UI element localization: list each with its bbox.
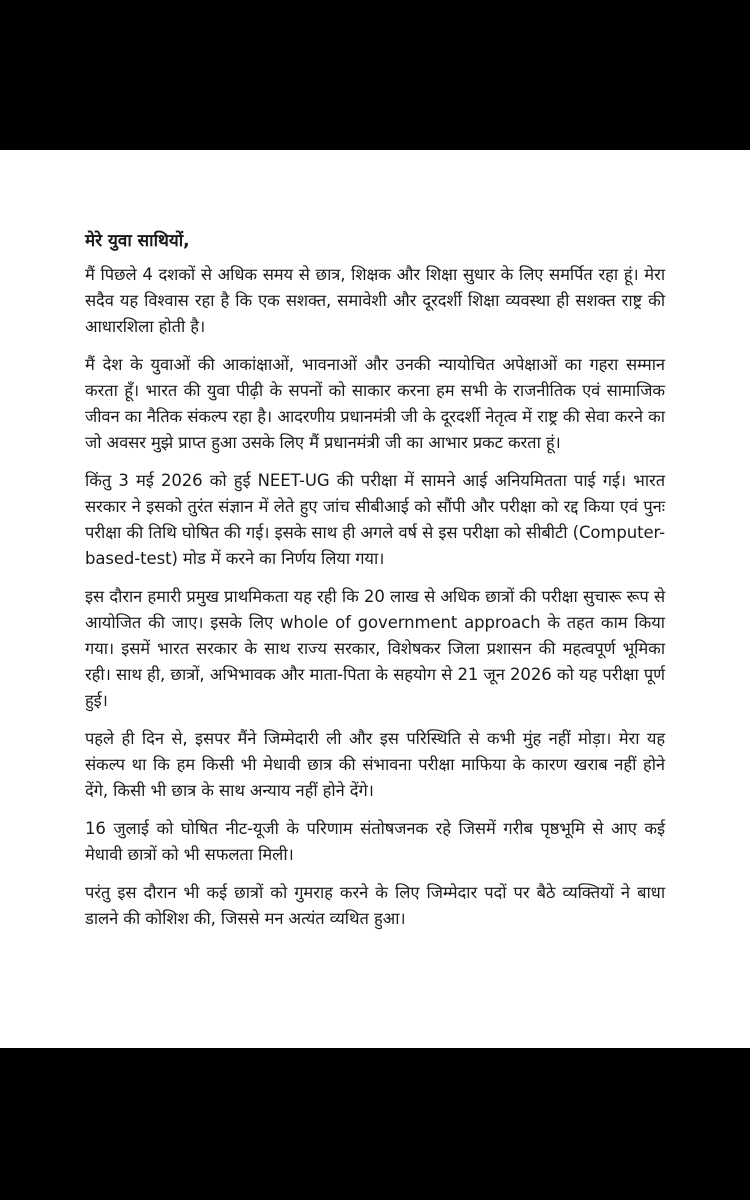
paragraph-2: मैं देश के युवाओं की आकांक्षाओं, भावनाओं और उनकी न्यायोचित अपेक्षाओं का गहरा सम्मान करता हूँ। भारत की युवा पीढ़ी के सपनों को साकार करना हम सभी के राजनीतिक एवं सामाजिक जीवन का नैतिक संकल्प रहा है। आदरणीय प्रधानमंत्री जी के दूरदर्शी नेतृत्व में राष्ट्र की सेवा करने का जो अवसर मुझे प्राप्त हुआ उसके लिए मैं प्रधानमंत्री जी का आभार प्रकट करता हूं। xyxy=(85,355,665,452)
paragraph-7: परंतु इस दौरान भी कई छात्रों को गुमराह करने के लिए जिम्मेदार पदों पर बैठे व्यक्तियों ने बाधा डालने की कोशिश की, जिससे मन अत्यंत व्यथित हुआ। xyxy=(85,883,665,928)
letter-salutation: मेरे युवा साथियों, xyxy=(85,231,190,251)
letter-page xyxy=(0,150,750,1048)
paragraph-4: इस दौरान हमारी प्रमुख प्राथमिकता यह रही कि 20 लाख से अधिक छात्रों की परीक्षा सुचारू रूप से आयोजित की जाए। इसके लिए whole of government approach के तहत काम किया गया। इसमें भारत सरकार के साथ राज्य सरकार, विशेषकर जिला प्रशासन की महत्वपूर्ण भूमिका रही। साथ ही, छात्रों, अभिभावक और माता-पिता के सहयोग से 21 जून 2026 को यह परीक्षा पूर्ण हुई। xyxy=(85,587,665,710)
paragraph-1: मैं पिछले 4 दशकों से अधिक समय से छात्र, शिक्षक और शिक्षा सुधार के लिए समर्पित रहा हूं। मेरा सदैव यह विश्वास रहा है कि एक सशक्त, समावेशी और दूरदर्शी शिक्षा व्यवस्था ही सशक्त राष्ट्र की आधारशिला होती है। xyxy=(85,265,665,336)
paragraph-5: पहले ही दिन से, इसपर मैंने जिम्मेदारी ली और इस परिस्थिति से कभी मुंह नहीं मोड़ा। मेरा यह संकल्प था कि हम किसी भी मेधावी छात्र की संभावना परीक्षा माफिया के कारण खराब नहीं होने देंगे, किसी भी छात्र के साथ अन्याय नहीं होने देंगे। xyxy=(85,729,665,800)
letter-body xyxy=(85,228,665,944)
paragraph-6: 16 जुलाई को घोषित नीट-यूजी के परिणाम संतोषजनक रहे जिसमें गरीब पृष्ठभूमि से आए कई मेधावी छात्रों को भी सफलता मिली। xyxy=(85,819,665,864)
paragraph-3: किंतु 3 मई 2026 को हुई NEET-UG की परीक्षा में सामने आई अनियमितता पाई गई। भारत सरकार ने इसको तुरंत संज्ञान में लेते हुए जांच सीबीआई को सौंपी और परीक्षा को रद्द किया एवं पुनः परीक्षा की तिथि घोषित की गई। इसके साथ ही अगले वर्ष से इस परीक्षा को सीबीटी (Computer-based-test) मोड में करने का निर्णय लिया गया। xyxy=(85,471,665,568)
